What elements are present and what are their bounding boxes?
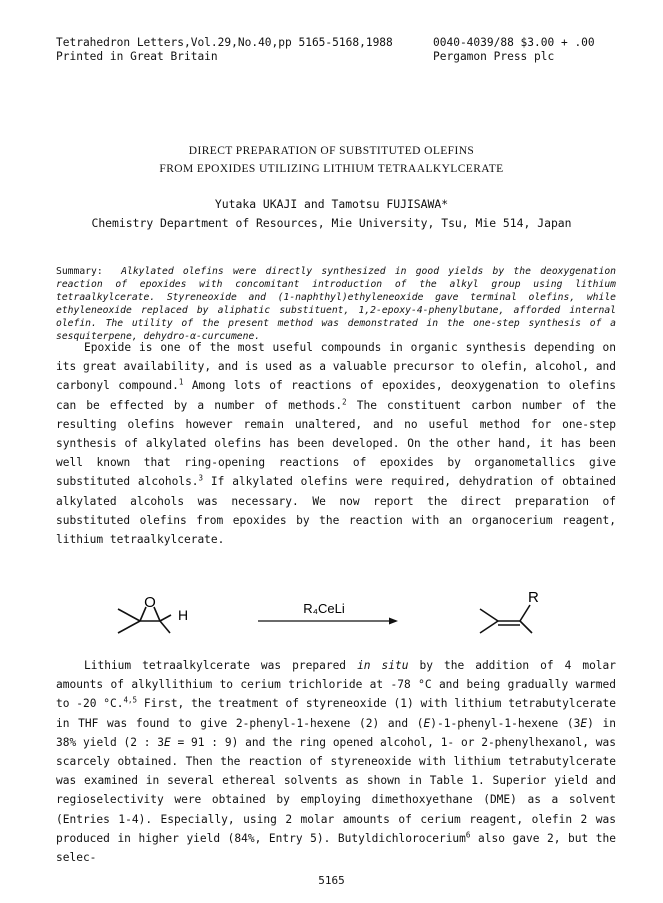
intro-text-4: If alkylated olefins were required, dehydration of obtained alkylated alcohols was necessary. We now report the direct preparation of substituted olefins from epoxides by the reaction with an organocerium reagent, lithium tetraalkylcerate. — [56, 475, 616, 547]
results-text-3: First, the treatment of styreneoxide (1) with lithium tetrabutylcerate in THF was found to give 2-phenyl-1-hexene (2) and ( — [56, 697, 616, 730]
ref-3: 3 — [198, 473, 204, 483]
ref-6: 6 — [465, 830, 471, 840]
ref-2: 2 — [342, 396, 347, 406]
summary-text: Alkylated olefins were directly synthesized in good yields by the deoxygenation reaction of epoxides with concomitant introduction of the alkyl group using lithium tetraalkylcerate. Styreneoxide and (1-naphthyl)ethyleneoxide gave terminal olefins, while ethyleneoxide replaced by aliphatic substituent, 1,2-epoxy-4-phenylbutane, afforded internal olefin. The utility of the present method was demonstrated in the one-step synthesis of a sesquiterpene, dehydro-α-curcumene. — [56, 266, 616, 342]
article-title-line1: DIRECT PREPARATION OF SUBSTITUTED OLEFINS — [188, 145, 475, 157]
results-text-6: = 91 : 9) and the ring opened alcohol, 1- or 2-phenylhexanol, was scarcely obtained. Then the reaction of styreneoxide with lithium tetrabutylcerate was examined in several ethereal solvents as shown in Table 1. Superior yield and regioselectivity were obtained by employing dimethoxyethane (DME) as a solvent (Entries 1-4). Especially, using 2 molar amounts of cerium reagent, olefin 2 was produced in higher yield (84%, Entry 5). Butyldichlorocerium — [56, 735, 616, 845]
journal-citation: Tetrahedron Letters,Vol.29,No.40,pp 5165-5168,1988 — [56, 36, 393, 49]
oxygen-label: O — [144, 594, 156, 611]
reagent-label: R₄CeLi — [303, 601, 345, 616]
article-title-line2: FROM EPOXIDES UTILIZING LITHIUM TETRAALKYLCERATE — [159, 163, 504, 175]
results-text-2: by the addition of 4 molar amounts of alkyllithium to cerium trichloride at -78 °C and being gradually warmed to -20 °C. — [56, 659, 617, 711]
reaction-scheme — [0, 587, 663, 651]
page-number: 5165 — [318, 874, 345, 887]
publisher: Pergamon Press plc — [433, 50, 555, 63]
price-code: 0040-4039/88 $3.00 + .00 — [433, 36, 595, 49]
ref-4-5: 4,5 — [123, 695, 138, 705]
ref-1: 1 — [178, 377, 184, 387]
results-text-1: Lithium tetraalkylcerate was prepared — [84, 659, 358, 672]
author-names: Yutaka UKAJI and Tamotsu FUJISAWA* — [214, 197, 449, 211]
intro-text-2: Among lots of reactions of epoxides, deoxygenation to olefins can be effected by a number of methods. — [56, 379, 616, 412]
results-paragraph — [56, 656, 616, 867]
intro-text-3: The constituent carbon number of the resulting olefins however remain unaltered, and no useful method for one-step synthesis of alkylated olefins has been developed. On the other hand, it has been well known that ring-opening reactions of epoxides by organometallics give substituted alcohols. — [56, 398, 616, 489]
summary-label: Summary: — [56, 266, 103, 277]
stereo-e-3: E — [163, 735, 171, 749]
intro-text-1: Epoxide is one of the most useful compounds in organic synthesis depending on its great availability, and is used as a valuable precursor to olefin, alcohol, and carbonyl compound. — [56, 341, 616, 393]
author-affiliation: Chemistry Department of Resources, Mie University, Tsu, Mie 514, Japan — [91, 216, 572, 230]
stereo-e-1: E — [423, 716, 431, 730]
printed-in: Printed in Great Britain — [56, 50, 218, 63]
arrow-head — [389, 618, 398, 625]
summary — [56, 266, 616, 343]
in-situ: in situ — [357, 659, 409, 672]
hydrogen-label: H — [178, 607, 189, 623]
intro-paragraph — [56, 338, 616, 549]
results-text-7: also gave 2, but the selec- — [56, 831, 616, 865]
stereo-e-2: E — [580, 716, 588, 730]
results-text-4: )-1-phenyl-1-hexene (3 — [430, 716, 581, 730]
results-text-5: ) in 38% yield (2 : 3 — [56, 716, 616, 749]
r-group-label: R — [528, 589, 539, 606]
olefin-structure — [480, 605, 532, 633]
